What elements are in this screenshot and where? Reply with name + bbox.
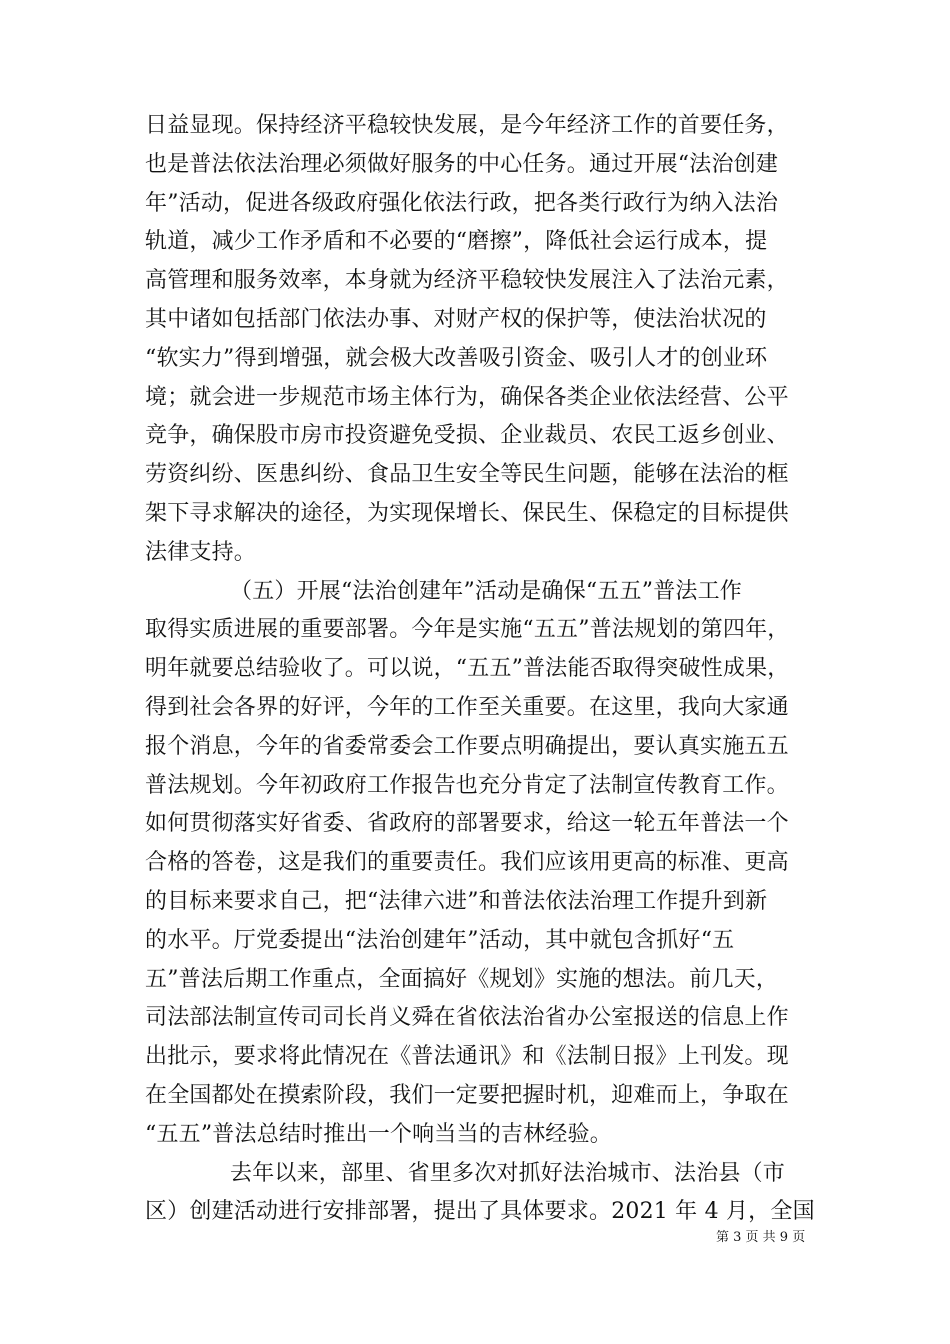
- paragraph-2-line-5: 报个消息，今年的省委常委会工作要点明确提出，要认真实施五五: [145, 733, 789, 759]
- paragraph-1-line-7: “软实力”得到增强，就会极大改善吸引资金、吸引人才的创业环: [145, 345, 768, 371]
- paragraph-2-line-7: 如何贯彻落实好省委、省政府的部署要求，给这一轮五年普法一个: [145, 811, 789, 837]
- paragraph-2-line-11: 五”普法后期工作重点，全面搞好《规划》实施的想法。前几天，: [145, 966, 779, 992]
- paragraph-2-line-12: 司法部法制宣传司司长肖义舜在省依法治省办公室报送的信息上作: [145, 1005, 789, 1031]
- paragraph-2-line-13: 出批示，要求将此情况在《普法通讯》和《法制日报》上刊发。现: [145, 1044, 789, 1070]
- paragraph-1-line-4: 轨道，减少工作矛盾和不必要的“磨擦”，降低社会运行成本，提: [145, 229, 768, 255]
- paragraph-1-line-12: 法律支持。: [145, 539, 257, 565]
- paragraph-2-line-2: 取得实质进展的重要部署。今年是实施“五五”普法规划的第四年，: [145, 617, 790, 643]
- paragraph-2-line-14: 在全国都处在摸索阶段，我们一定要把握时机，迎难而上，争取在: [145, 1083, 789, 1108]
- page-number-footer: 第 3 页 共 9 页: [716, 1230, 806, 1245]
- paragraph-2-line-4: 得到社会各界的好评，今年的工作至关重要。在这里，我向大家通: [145, 695, 789, 720]
- paragraph-1-line-5: 高管理和服务效率，本身就为经济平稳较快发展注入了法治元素，: [145, 268, 789, 294]
- paragraph-2-line-15: “五五”普法总结时推出一个响当当的吉林经验。: [145, 1121, 612, 1147]
- paragraph-2-line-10: 的水平。厅党委提出“法治创建年”活动，其中就包含抓好“五: [145, 927, 735, 953]
- paragraph-1-line-8: 境；就会进一步规范市场主体行为，确保各类企业依法经营、公平: [145, 384, 789, 410]
- paragraph-1-line-2: 也是普法依法治理必须做好服务的中心任务。通过开展“法治创建: [145, 151, 779, 177]
- paragraph-1-line-10: 劳资纠纷、医患纠纷、食品卫生安全等民生问题，能够在法治的框: [145, 462, 789, 488]
- paragraph-1-line-1: 日益显现。保持经济平稳较快发展，是今年经济工作的首要任务，: [145, 113, 789, 138]
- paragraph-3-line-1: 去年以来，部里、省里多次对抓好法治城市、法治县（市: [230, 1160, 786, 1186]
- paragraph-1-line-6: 其中诸如包括部门依法办事、对财产权的保护等，使法治状况的: [145, 307, 767, 332]
- paragraph-2-line-8: 合格的答卷，这是我们的重要责任。我们应该用更高的标准、更高: [145, 850, 789, 876]
- paragraph-3-line-2: 区）创建活动进行安排部署，提出了具体要求。2021 年 4 月，全国: [145, 1199, 815, 1225]
- paragraph-1-line-9: 竞争，确保股市房市投资避免受损、企业裁员、农民工返乡创业、: [145, 423, 789, 449]
- paragraph-1-line-11: 架下寻求解决的途径，为实现保增长、保民生、保稳定的目标提供: [145, 501, 789, 526]
- paragraph-2-line-9: 的目标来要求自己，把“法律六进”和普法依法治理工作提升到新: [145, 889, 768, 914]
- paragraph-1-line-3: 年”活动，促进各级政府强化依法行政，把各类行政行为纳入法治: [145, 190, 779, 216]
- paragraph-2-line-6: 普法规划。今年初政府工作报告也充分肯定了法制宣传教育工作。: [145, 772, 789, 798]
- paragraph-2-line-3: 明年就要总结验收了。可以说，“五五”普法能否取得突破性成果，: [145, 656, 790, 682]
- paragraph-2-line-1: （五）开展“法治创建年”活动是确保“五五”普法工作: [230, 578, 742, 604]
